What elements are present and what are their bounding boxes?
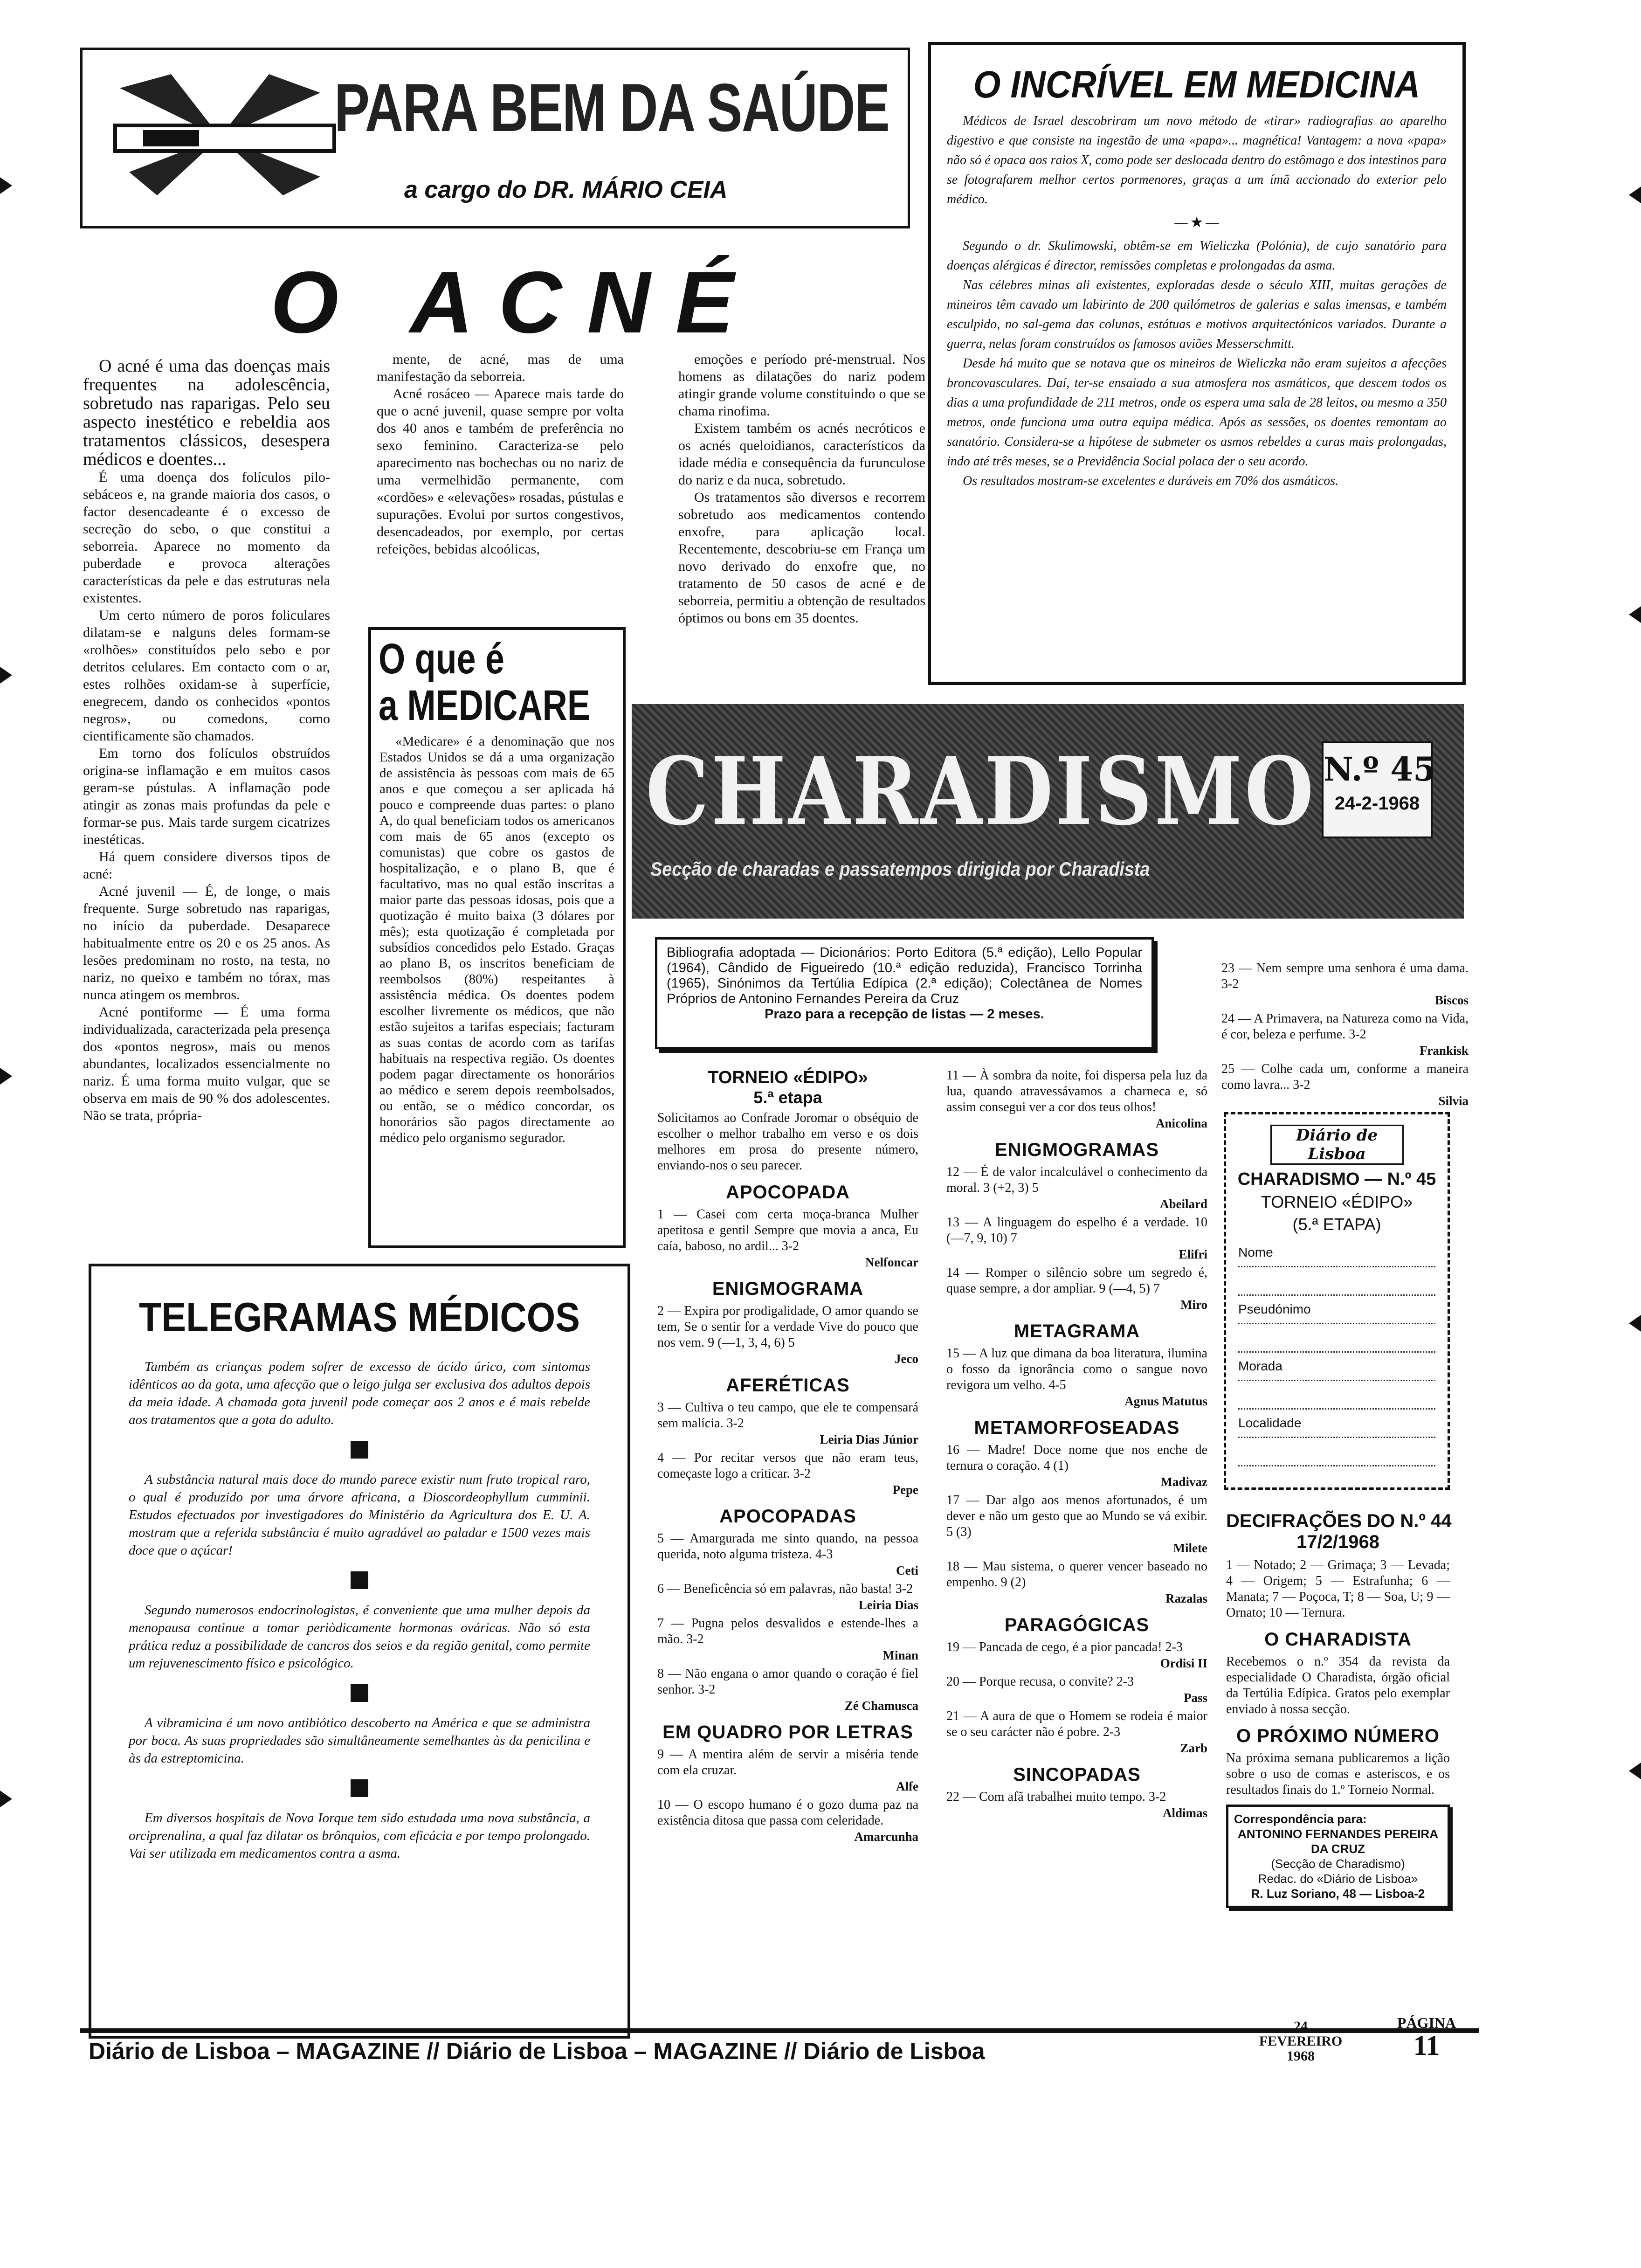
medicare-box — [368, 627, 626, 1248]
charadismo-date: 24-2-1968 — [1334, 793, 1420, 814]
acne-paragraph: Acné juvenil — É, de longe, o mais frequente. Surge sobretudo nas raparigas, no início da puberdade. Desaparece habitualmente entre os 20 e os 25 anos. As lesões predominam no rosto, na testa, no nariz, no queixo e também no tórax, mas nunca atingem os membros. — [83, 884, 330, 1003]
acne-column-2 — [377, 351, 624, 558]
edge-mark-triangle-icon — [1629, 1315, 1641, 1332]
footer-strip: Diário de Lisboa – MAGAZINE // Diário de Lisboa – MAGAZINE // Diário de Lisboa — [89, 2038, 985, 2064]
decifracoes-date: 17/2/1968 — [1296, 1532, 1379, 1552]
charadista-text: Recebemos o n.º 354 da revista da especialidade O Charadista, órgão oficial da Tertúlia Edípica. Gratos pelo exemplar enviado à nossa secção. — [1226, 1654, 1450, 1716]
acne-paragraph: Os tratamentos são diversos e recorrem sobretudo aos medicamentos contendo enxofre, para aplicação local. Recentemente, descobriu-se em França um novo derivado do enxofre que, no tratamento de 50 casos de acné e de seborreia, permitiu a obtenção de resultados óptimos ou bons em 35 doentes. — [678, 490, 925, 626]
puzzle-text: 1 — Casei com certa moça-branca Mulher apetitosa e gentil Sempre que movia a anca, Eu caía, baboso, no ardil... 3-2 — [657, 1207, 918, 1253]
incrivel-paragraph: Segundo o dr. Skulimowski, obtêm-se em Wieliczka (Polónia), de cujo sanatório para doenças alérgicas é director, remissões completas e prolongadas da asma. — [947, 239, 1447, 273]
puzzle-item — [1221, 1061, 1469, 1109]
puzzle-item — [946, 1442, 1207, 1490]
puzzle-text: 9 — A mentira além de servir a miséria tende com ela cruzar. — [657, 1747, 918, 1777]
puzzle-section-title: PARAGÓGICAS — [1004, 1615, 1150, 1635]
puzzle-author: Ordisi II — [1160, 1656, 1207, 1670]
coupon-pseudonimo-field[interactable]: Pseudónimo — [1238, 1296, 1435, 1324]
puzzle-text: 20 — Porque recusa, o convite? 2-3 — [946, 1674, 1134, 1689]
acne-paragraph: Acné pontiforme — É uma forma individualizada, caracterizada pela presença dos «pontos negros», mais ou menos abundantes, localizados essencialmente no nariz. É uma forma muito vulgar, que se observa em mais de 90 % dos adolescentes. Não se trata, própria- — [83, 1004, 330, 1123]
bullet-square-icon — [351, 1441, 368, 1459]
bullet-square-icon — [351, 1571, 368, 1589]
puzzle-item — [946, 1708, 1207, 1756]
coupon-localidade-field[interactable]: Localidade — [1238, 1410, 1435, 1438]
puzzle-item — [946, 1674, 1207, 1706]
puzzle-item — [946, 1068, 1207, 1131]
charadismo-banner-subtitle: Secção de charadas e passatempos dirigida por Charadista — [650, 858, 1150, 880]
footer-page — [1394, 2014, 1459, 2060]
puzzle-author: Minan — [883, 1648, 918, 1662]
puzzle-author: Silvia — [1438, 1094, 1469, 1108]
coupon-morada-field[interactable]: Morada — [1238, 1353, 1435, 1381]
puzzle-text: 19 — Pancada de cego, é a pior pancada! 2-3 — [946, 1640, 1183, 1654]
coupon-title: CHARADISMO — N.º 45 — [1237, 1169, 1436, 1189]
puzzle-text: 14 — Romper o silêncio sobre um segredo é, quase sempre, a dor ampliar. 9 (—4, 5) 7 — [946, 1265, 1207, 1296]
puzzle-item — [657, 1747, 918, 1794]
correspondencia-label: Correspondência para: — [1234, 1812, 1367, 1826]
puzzle-section-title: AFERÉTICAS — [726, 1375, 850, 1396]
incrivel-box — [928, 42, 1466, 685]
footer-month: FEVEREIRO — [1259, 2033, 1343, 2049]
puzzle-section-title: APOCOPADA — [725, 1182, 850, 1203]
medicare-title-line2: a MEDICARE — [379, 682, 590, 729]
puzzle-author: Anicolina — [1155, 1116, 1207, 1130]
puzzle-author: Milete — [1173, 1541, 1207, 1555]
charadismo-number: N.º 45 — [1324, 750, 1436, 788]
puzzle-author: Zé Chamusca — [844, 1699, 918, 1713]
charadista-title: O CHARADISTA — [1264, 1629, 1412, 1650]
puzzle-text: 5 — Amargurada me sinto quando, na pessoa querida, noto alguma tristeza. 4-3 — [657, 1531, 918, 1562]
edge-mark-triangle-icon — [1629, 1763, 1641, 1779]
puzzle-section-title: METAGRAMA — [1014, 1321, 1140, 1341]
puzzle-author: Pepe — [892, 1483, 918, 1497]
puzzle-text: 11 — À sombra da noite, foi dispersa pela luz da lua, quando atravessávamos a charneca e, só assim consegui ver a cor dos teus olhos! — [946, 1068, 1207, 1114]
puzzle-author: Nelfoncar — [865, 1255, 918, 1269]
edge-mark-triangle-icon — [1629, 606, 1641, 623]
incrivel-paragraph: Médicos de Israel descobriram um novo método de «tirar» radiografias ao aparelho digestivo e que consiste na ingestão de uma «papa»... magnética! Vantagem: a nova «papa» não só é opaca aos raios X, como pode ser deslocada dentro do estômago e dos intestinos para se fotografarem melhor certos pormenores, graças a um ímã accionado do exterior pelo médico. — [947, 114, 1447, 207]
puzzle-text: 12 — É de valor incalculável o conhecimento da moral. 3 (+2, 3) 5 — [946, 1165, 1207, 1195]
puzzle-author: Ceti — [896, 1563, 918, 1577]
puzzle-text: 24 — A Primavera, na Natureza como na Vida, é cor, beleza e perfume. 3-2 — [1221, 1011, 1469, 1042]
footer-page-number: 11 — [1413, 2030, 1440, 2061]
incrivel-paragraph: Desde há muito que se notava que os mineiros de Wieliczka não eram sujeitos a afecções broncovasculares. Daí, ter-se ensaiado a sua atmosfera nos asmáticos, que descem todos os dias a uma profundidade de 211 metros, onde os espera uma sala de 28 leitos, ou mesmo a 350 metros, onde funciona uma outra equipa médica. Após as sessões, os doentes remontam ao sanatório. Considera-se a hipótese de submeter os asmos rebeldes a curas mais prolongadas, indo até três meses, se a Previdência Social polaca der o seu acordo. — [947, 356, 1447, 469]
decifracoes-text: 1 — Notado; 2 — Grimaça; 3 — Levada; 4 — Origem; 5 — Estrafunha; 6 — Manata; 7 — Poçoca, T; 8 — Soa, U; 9 — Ornato; 10 — Ternura. — [1226, 1558, 1450, 1620]
coupon-blank-line[interactable] — [1238, 1324, 1435, 1353]
puzzle-section-title: ENIGMOGRAMAS — [995, 1140, 1159, 1160]
puzzle-author: Amarcunha — [854, 1830, 918, 1844]
puzzle-author: Agnus Matutus — [1124, 1394, 1207, 1408]
acne-column-1 — [83, 357, 330, 1124]
coupon-logo: Diário de Lisboa — [1270, 1125, 1404, 1165]
puzzle-item — [657, 1531, 918, 1578]
puzzle-author: Pass — [1183, 1691, 1207, 1705]
puzzle-section-title: APOCOPADAS — [719, 1506, 856, 1527]
puzzle-text: 10 — O escopo humano é o gozo duma paz na existência ditosa que passa com celeridade. — [657, 1798, 918, 1828]
coupon-blank-line[interactable] — [1238, 1381, 1435, 1410]
incrivel-paragraph: Nas célebres minas ali existentes, exploradas desde o século XIII, muitas gerações de mineiros têm cavado um labirinto de 200 quilómetros de galerias e salas imensas, e também esculpido, no sal-gema das colunas, estátuas e motivos arquitectónicos variados. Durante a guerra, nelas foram construídos os famosos aviões Messerschmitt. — [947, 278, 1447, 351]
saude-title: PARA BEM DA SAÚDE — [334, 69, 889, 145]
acne-paragraph: emoções e período pré-menstrual. Nos homens as dilatações do nariz podem atingir grande volume constituindo o que se chama rinofima. — [678, 352, 925, 419]
incrivel-paragraph: Os resultados mostram-se excelentes e duráveis em 70% dos asmáticos. — [963, 474, 1339, 488]
saude-byline: a cargo do DR. MÁRIO CEIA — [404, 176, 728, 203]
charadismo-banner — [632, 704, 1464, 919]
puzzle-text: 15 — A luz que dimana da boa literatura, ilumina o fosso da ignorância como o sangue novo revigora um velho. 4-5 — [946, 1346, 1207, 1392]
puzzle-text: 16 — Madre! Doce nome que nos enche de ternura o coração. 4 (1) — [946, 1443, 1207, 1473]
coupon-blank-line[interactable] — [1238, 1438, 1435, 1466]
footer-date — [1259, 2019, 1343, 2064]
bibliografia-text: Bibliografia adoptada — Dicionários: Porto Editora (5.ª edição), Lello Popular (1964), Cândido de Figueiredo (10.ª edição reduzida), Francisco Torrinha (1965), Sinónimos da Tertúlia Edípica (2.ª edição); Colectânea de Nomes Próprios de Antonino Fernandes Pereira da Cruz — [667, 945, 1142, 1006]
incrivel-separator: — ★ — — [1174, 215, 1219, 230]
medicare-text: «Medicare» é a denominação que nos Estados Unidos se dá a uma organização de assistência às pessoas com mais de 65 anos e que começou a ser aplicada há pouco e compreende duas partes: o plano A, do qual beneficiam todos os americanos com mais de 65 anos (excepto os comunistas) que cobre os gastos de hospitalização, e o plano B, que é facultativo, mas no qual estão inscritas a maior parte das pessoas idosas, pois que a quotização é muito baixa (3 dólares por mês); esta quotização é completada por subsídios concedidos pelo Estado. Graças ao plano B, os inscritos beneficiam de reembolsos (80%) respeitantes à assistência médica. Os doentes podem escolher livremente os médicos, que não estão sujeitos a tarifas especiais; facturam as suas contas de acordo com as tarifas habituais na respectiva região. Os doentes podem pagar directamente os honorários ao médico e serem depois reembolsados, ou então, se o médico concordar, os honorários são pagos directamente ao médico pelo organismo segurador. — [379, 734, 614, 1145]
saude-header-box — [80, 48, 910, 228]
puzzle-author: Razalas — [1165, 1591, 1207, 1605]
puzzle-item — [657, 1581, 918, 1613]
medicare-title-line1: O que é — [379, 635, 504, 683]
puzzle-author: Jeco — [895, 1352, 918, 1366]
correspondencia-name: ANTONINO FERNANDES PEREIRA DA CRUZ — [1237, 1827, 1438, 1856]
telegrama-item: A substância natural mais doce do mundo parece existir num fruto tropical raro, o qual é produzido por uma árvore africana, a Dioscordeophyllum cumminii. Estudos efectuados por investigadores do Ministério da Agricultura dos E. U. A. mostram que a referida substância é muito agradável ao paladar e 1500 vezes mais doce que o açúcar! — [129, 1472, 590, 1558]
puzzle-text: 8 — Não engana o amor quando o coração é fiel senhor. 3-2 — [657, 1666, 918, 1697]
acne-paragraph: O acné é uma das doenças mais frequentes na adolescência, sobretudo nas raparigas. Pelo seu aspecto inestético e rebeldia aos tratamentos clássicos, desespera médicos e doentes... — [83, 356, 330, 469]
acne-title: O ACNÉ — [270, 253, 759, 351]
puzzle-item — [1221, 961, 1469, 1008]
puzzle-text: 7 — Pugna pelos desvalidos e estende-lhes a mão. 3-2 — [657, 1616, 918, 1646]
puzzle-author: Miro — [1180, 1298, 1207, 1312]
puzzle-text: 25 — Colhe cada um, conforme a maneira como lavra... 3-2 — [1221, 1062, 1469, 1092]
puzzle-author: Frankisk — [1419, 1044, 1469, 1058]
puzzle-item — [1221, 1011, 1469, 1058]
charadismo-number-box — [1322, 741, 1436, 838]
puzzle-text: 18 — Mau sistema, o querer vencer baseado no empenho. 9 (2) — [946, 1559, 1207, 1590]
puzzle-author: Leiria Dias — [858, 1598, 918, 1612]
puzzle-item — [657, 1400, 918, 1447]
coupon-torneio: TORNEIO «ÉDIPO» — [1261, 1192, 1413, 1211]
correspondencia-section: (Secção de Charadismo) — [1271, 1857, 1405, 1871]
telegrama-item: Segundo numerosos endocrinologistas, é conveniente que uma mulher depois da menopausa continue a tomar periòdicamente hormonas ováricas. Não só esta prática reduz a possibilidade de cancros dos seios e da região genital, como permite um rejuvenescimento físico e psicológico. — [129, 1603, 590, 1671]
puzzle-item — [657, 1616, 918, 1663]
torneio-etapa: 5.ª etapa — [753, 1088, 822, 1107]
puzzle-text: 22 — Com afã trabalhei muito tempo. 3-2 — [946, 1790, 1166, 1804]
coupon-form — [1224, 1112, 1450, 1490]
telegrama-item: Em diversos hospitais de Nova Iorque tem sido estudada uma nova substância, a orciprenalina, a qual faz dilatar os brônquios, com eficácia e por tempo prolongado. Vai ser utilizada em medicamentos contra a asma. — [129, 1811, 590, 1861]
puzzle-text: 23 — Nem sempre uma senhora é uma dama. 3-2 — [1221, 961, 1469, 991]
correspondencia-address: R. Luz Soriano, 48 — Lisboa-2 — [1251, 1887, 1425, 1901]
acne-paragraph: mente, de acné, mas de uma manifestação da seborreia. — [377, 352, 624, 384]
acne-paragraph: Um certo número de poros foliculares dilatam-se e nalguns deles formam-se «rolhões» constituídos pelo sebo e por detritos celulares. Em contacto com o ar, estes rolhões oxidam-se à superfície, enegrecem, dando os conhecidos «pontos negros», ou comedons, como cientificamente são chamados. — [83, 608, 330, 744]
puzzle-section-title: SINCOPADAS — [1013, 1764, 1141, 1785]
puzzle-text: 21 — A aura de que o Homem se rodeia é maior se o seu carácter não é pobre. 2-3 — [946, 1709, 1207, 1739]
puzzle-author: Abeilard — [1159, 1197, 1207, 1211]
puzzle-text: 17 — Dar algo aos menos afortunados, é um dever e não um gesto que ao Mundo se vá exibir. 5 (3) — [946, 1493, 1207, 1539]
torneio-title: TORNEIO «ÉDIPO» — [708, 1068, 868, 1087]
acne-paragraph: Em torno dos folículos obstruídos origina-se inflamação e em muitos casos geram-se pústulas. A inflamação pode atingir as zonas mais profundas da pele e formar-se pus. Mais tarde surgem cicatrizes inestéticas. — [83, 746, 330, 847]
proximo-text: Na próxima semana publicaremos a lição sobre o uso de comas e asteriscos, e os resultados finais do 1.º Torneio Normal. — [1226, 1751, 1450, 1797]
edge-mark-triangle-icon — [0, 177, 12, 194]
puzzle-item — [946, 1639, 1207, 1671]
telegramas-title: TELEGRAMAS MÉDICOS — [138, 1294, 580, 1340]
puzzle-author: Leiria Dias Júnior — [820, 1432, 918, 1446]
puzzle-author: Elifri — [1179, 1247, 1207, 1261]
puzzle-item — [946, 1493, 1207, 1556]
correspondencia-redac: Redac. do «Diário de Lisboa» — [1258, 1872, 1418, 1886]
puzzle-item — [946, 1265, 1207, 1313]
charadismo-sidebar-bottom — [1226, 1511, 1450, 1908]
puzzle-item — [946, 1215, 1207, 1262]
coupon-etapa: (5.ª ETAPA) — [1292, 1215, 1381, 1234]
footer-year: 1968 — [1287, 2048, 1315, 2064]
puzzle-text: 13 — A linguagem do espelho é a verdade. 10 (—7, 9, 10) 7 — [946, 1215, 1207, 1245]
acne-paragraph: Há quem considere diversos tipos de acné: — [83, 849, 330, 882]
telegrama-item: Também as crianças podem sofrer de excesso de ácido úrico, com sintomas idênticos ao da gota, uma afecção que o leigo julga ser exclusiva dos adultos depois da meia idade. A chamada gota juvenil pode começar aos 2 anos e é mais rebelde aos tratamentos que a gota do adulto. — [129, 1359, 590, 1427]
puzzle-author: Madivaz — [1160, 1475, 1207, 1489]
telegrama-item: A vibramicina é um novo antibiótico descoberto na América e que se administra por boca. As suas propriedades são simultâneamente semelhantes às da penicilina e às da estreptomicina. — [129, 1715, 590, 1766]
charadismo-column-2 — [946, 1068, 1207, 1824]
charadismo-banner-title: CHARADISMO — [646, 737, 1316, 846]
correspondencia-box — [1226, 1805, 1450, 1908]
puzzle-item — [946, 1164, 1207, 1212]
charadismo-column-1 — [657, 1068, 918, 1847]
bibliografia-box — [655, 937, 1154, 1049]
puzzle-author: Biscos — [1434, 993, 1469, 1007]
incrivel-title: O INCRÍVEL EM MEDICINA — [973, 63, 1420, 106]
proximo-title: O PRÓXIMO NÚMERO — [1236, 1726, 1440, 1746]
puzzle-item — [946, 1789, 1207, 1821]
puzzle-author: Zarb — [1180, 1741, 1207, 1755]
puzzle-item — [657, 1797, 918, 1845]
acne-paragraph: Acné rosáceo — Aparece mais tarde do que o acné juvenil, quase sempre por volta dos 40 anos e também de preferência no sexo feminino. Caracteriza-se pelo aparecimento nas bochechas ou no nariz de uma vermelhidão permanente, com «cordões» e «elevações» rosadas, pústulas e supurações. Evolui por surtos congestivos, desencadeados, por exemplo, por certas refeições, bebidas alcoólicas, — [377, 386, 624, 557]
puzzle-item — [657, 1207, 918, 1270]
puzzle-item — [657, 1303, 918, 1367]
puzzle-section-title: METAMORFOSEADAS — [974, 1418, 1180, 1438]
prazo-text: Prazo para a recepção de listas — 2 meses. — [765, 1007, 1044, 1022]
edge-mark-triangle-icon — [0, 1068, 12, 1085]
puzzle-item — [657, 1450, 918, 1498]
telegramas-box — [89, 1264, 630, 2039]
caduceus-illustration — [101, 55, 344, 219]
puzzle-author: Alfe — [896, 1779, 918, 1793]
puzzle-text: 2 — Expira por prodigalidade, O amor quando se tem, Se o sentir for a verdade Vive do pouco que nos vem. 9 (—1, 3, 4, 6) 5 — [657, 1304, 918, 1350]
coupon-blank-line[interactable] — [1238, 1267, 1435, 1296]
edge-mark-triangle-icon — [0, 1791, 12, 1807]
footer-day: 24 — [1294, 2019, 1308, 2034]
puzzle-text: 4 — Por recitar versos que não eram teus, começaste logo a criticar. 3-2 — [657, 1451, 918, 1481]
acne-paragraph: Existem também os acnés necróticos e os acnés queloidianos, característicos da idade média e consequência da furunculose do nariz e da nuca, sobretudo. — [678, 421, 925, 488]
acne-column-3 — [678, 351, 925, 627]
acne-paragraph: É uma doença dos folículos pilo-sebáceos e, na grande maioria dos casos, o factor desencadeante é o excesso de secreção do sebo, o que constitui a seborreia. Aparece no momento da puberdade e provoca alterações características da pele e das estruturas nela existentes. — [83, 470, 330, 606]
puzzle-author: Aldimas — [1162, 1806, 1207, 1820]
torneio-text: Solicitamos ao Confrade Joromar o obséquio de escolher o melhor trabalho em verso e os dois melhores em prosa do presente número, enviando-nos o seu parecer. — [657, 1111, 918, 1173]
puzzle-section-title: EM QUADRO POR LETRAS — [662, 1722, 913, 1742]
puzzle-text: 3 — Cultiva o teu campo, que ele te compensará sem malícia. 3-2 — [657, 1400, 918, 1431]
coupon-name-field[interactable]: Nome — [1238, 1239, 1435, 1267]
puzzle-item — [946, 1559, 1207, 1606]
footer-page-label: PÁGINA — [1397, 2014, 1456, 2031]
charadismo-column-3 — [1221, 961, 1469, 1112]
puzzle-item — [946, 1346, 1207, 1409]
edge-mark-triangle-icon — [0, 667, 12, 684]
puzzle-section-title: ENIGMOGRAMA — [712, 1279, 864, 1299]
decifracoes-title: DECIFRAÇÕES DO N.º 44 — [1226, 1511, 1452, 1531]
puzzle-text: 6 — Beneficência só em palavras, não basta! 3-2 — [657, 1582, 913, 1596]
bullet-square-icon — [351, 1684, 368, 1702]
bullet-square-icon — [351, 1779, 368, 1797]
puzzle-item — [657, 1666, 918, 1714]
edge-mark-triangle-icon — [1629, 187, 1641, 203]
